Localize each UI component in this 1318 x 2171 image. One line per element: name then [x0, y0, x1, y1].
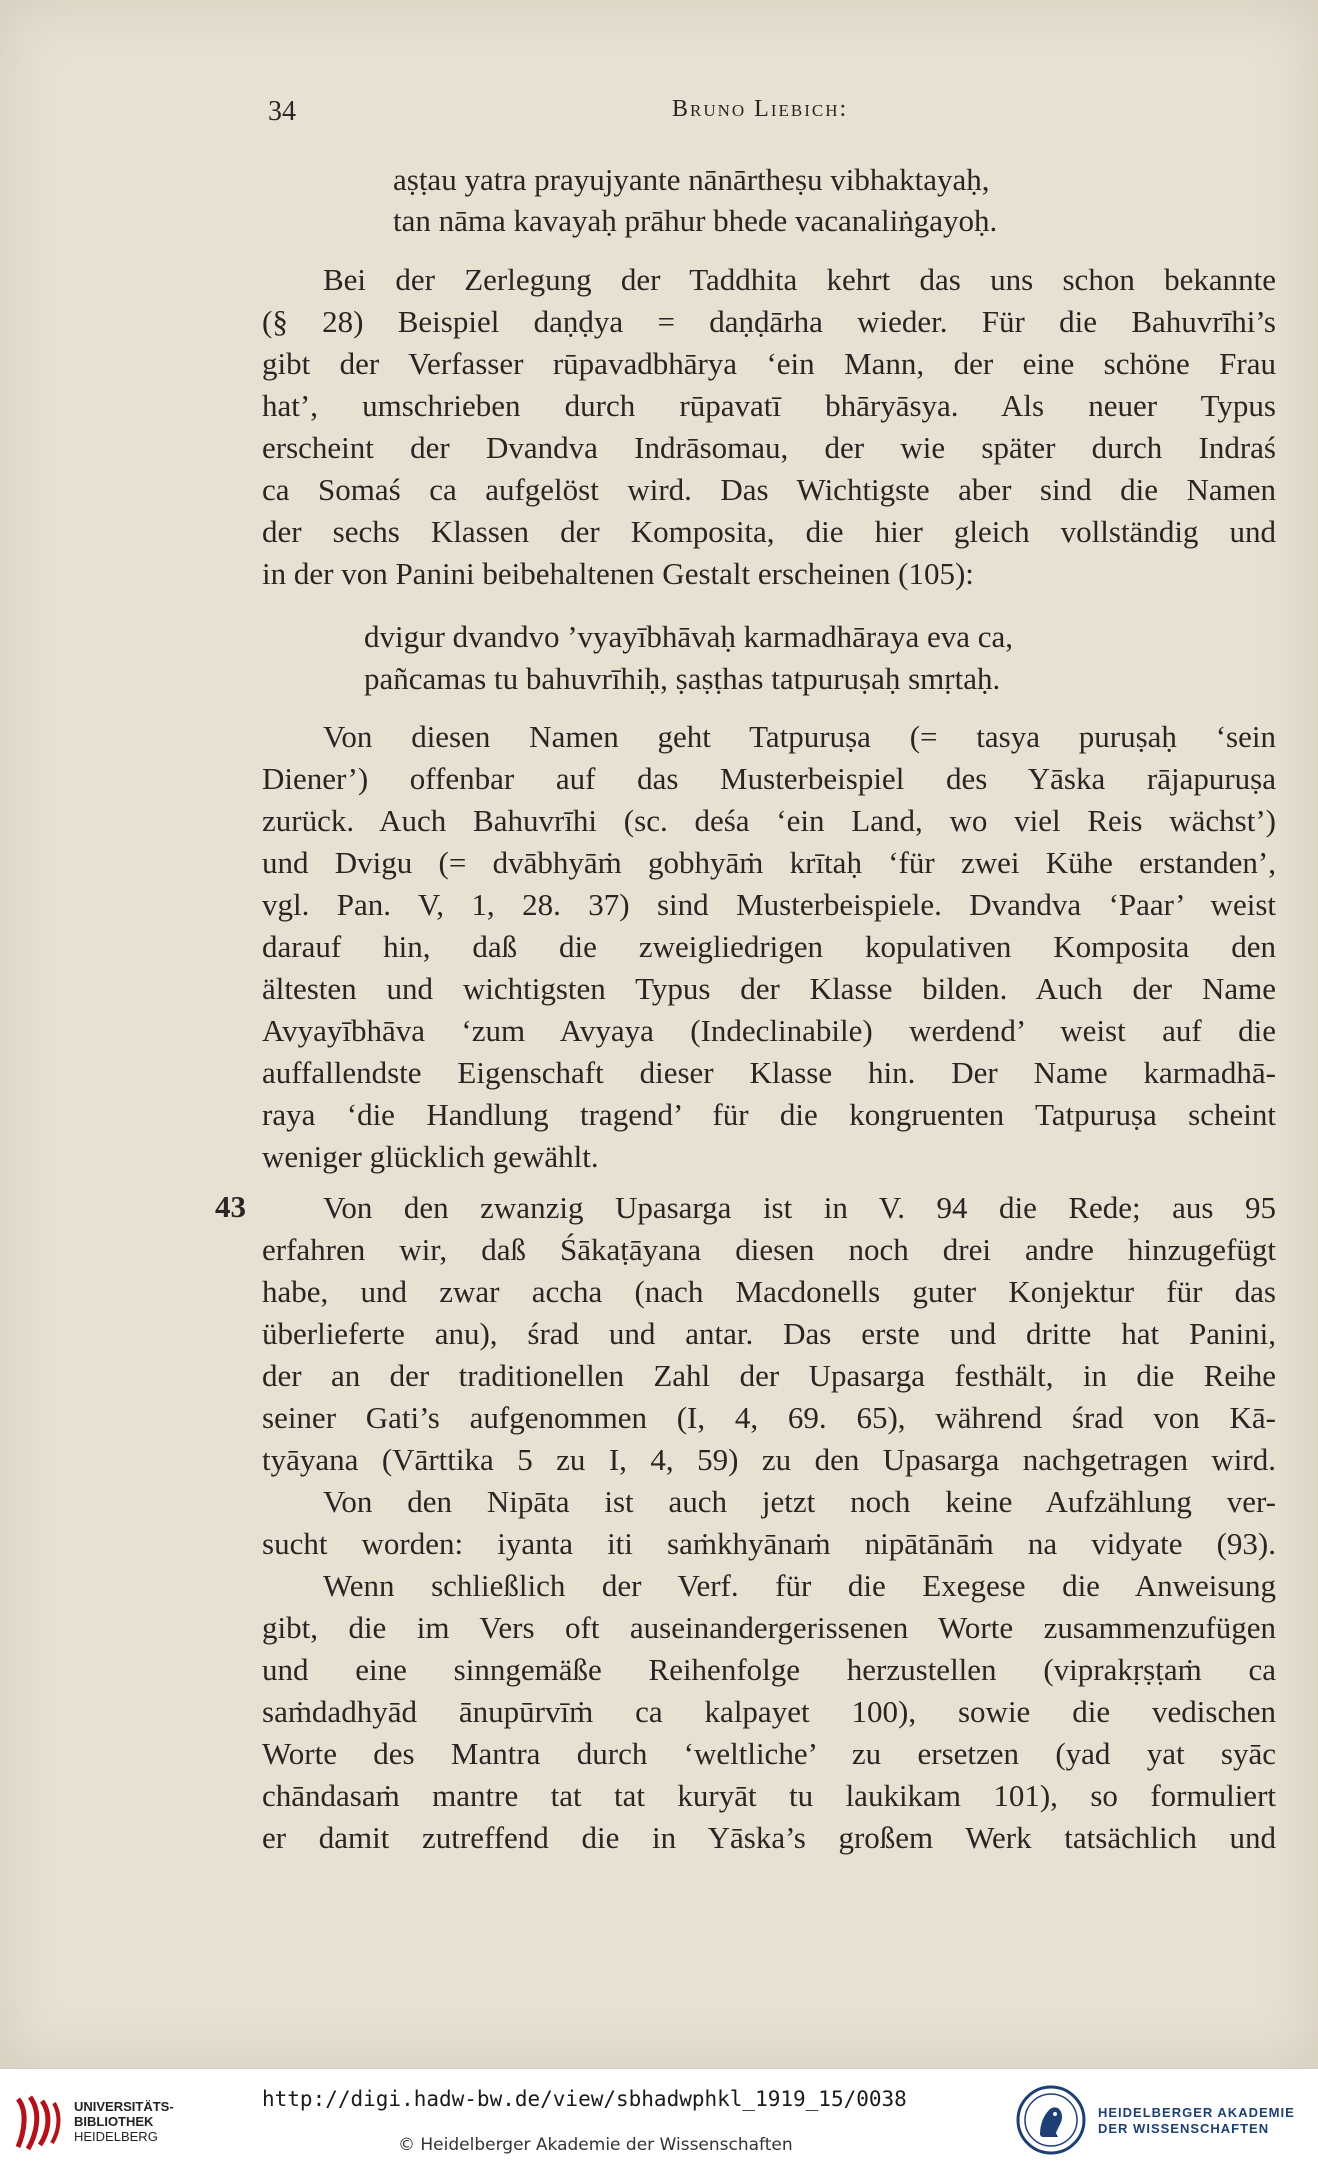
text-line: hat’, umschrieben durch rūpavatī bhāryāsya. Als neuer Typus	[262, 388, 1276, 423]
university-library-logo-icon	[14, 2093, 66, 2153]
library-name-line: UNIVERSITÄTS-	[74, 2099, 174, 2114]
text-line: (§ 28) Beispiel daṇḍya = daṇḍārha wieder. Für die Bahuvrīhi’s	[262, 304, 1276, 339]
text-line: Diener’) offenbar auf das Musterbeispiel des Yāska rājapuruṣa	[262, 761, 1276, 796]
text-line: gibt der Verfasser rūpavadbhārya ‘ein Mann, der eine schöne Frau	[262, 346, 1276, 381]
text-line: und eine sinngemäße Reihenfolge herzustellen (viprakṛṣṭaṁ ca	[262, 1652, 1276, 1687]
verse-line: pañcamas tu bahuvrīhiḥ, ṣaṣṭhas tatpuruṣaḥ smṛtaḥ.	[364, 661, 1001, 696]
viewer-footer	[0, 2068, 1318, 2171]
text-line: seiner Gati’s aufgenommen (I, 4, 69. 65), während śrad von Kā-	[262, 1400, 1276, 1435]
text-line: Von diesen Namen geht Tatpuruṣa (= tasya puruṣaḥ ‘sein	[323, 719, 1276, 754]
text-line: der sechs Klassen der Komposita, die hier gleich vollständig und	[262, 514, 1276, 549]
verse-line: aṣṭau yatra prayujyante nānārtheṣu vibhaktayaḥ,	[393, 162, 990, 197]
text-line: weniger glücklich gewählt.	[262, 1139, 599, 1174]
text-line: Worte des Mantra durch ‘weltliche’ zu ersetzen (yad yat syāc	[262, 1736, 1276, 1771]
text-line: habe, und zwar accha (nach Macdonells guter Konjektur für das	[262, 1274, 1276, 1309]
text-line: der an der traditionellen Zahl der Upasarga festhält, in die Reihe	[262, 1358, 1276, 1393]
text-line: in der von Panini beibehaltenen Gestalt erscheinen (105):	[262, 556, 974, 591]
academy-seal-icon	[1016, 2085, 1086, 2155]
text-line: erfahren wir, daß Śākaṭāyana diesen noch drei andre hinzugefügt	[262, 1232, 1276, 1267]
text-line: Von den zwanzig Upasarga ist in V. 94 die Rede; aus 95	[323, 1190, 1276, 1225]
text-line: zurück. Auch Bahuvrīhi (sc. deśa ‘ein Land, wo viel Reis wächst’)	[262, 803, 1276, 838]
text-line: vgl. Pan. V, 1, 28. 37) sind Musterbeispiele. Dvandva ‘Paar’ weist	[262, 887, 1276, 922]
text-line: ca Somaś ca aufgelöst wird. Das Wichtigste aber sind die Namen	[262, 472, 1276, 507]
text-line: er damit zutreffend die in Yāska’s großem Werk tatsächlich und	[262, 1820, 1276, 1855]
text-line: überlieferte anu), śrad und antar. Das erste und dritte hat Panini,	[262, 1316, 1276, 1351]
text-line: raya ‘die Handlung tragend’ für die kongruenten Tatpuruṣa scheint	[262, 1097, 1276, 1132]
text-line: erscheint der Dvandva Indrāsomau, der wie später durch Indraś	[262, 430, 1276, 465]
text-line: und Dvigu (= dvābhyāṁ gobhyāṁ krītaḥ ‘für zwei Kühe erstanden’,	[262, 845, 1276, 880]
text-line: auffallendste Eigenschaft dieser Klasse hin. Der Name karmadhā-	[262, 1055, 1276, 1090]
verse-line: tan nāma kavayaḥ prāhur bhede vacanaliṅgayoḥ.	[393, 203, 998, 238]
text-line: Von den Nipāta ist auch jetzt noch keine Aufzählung ver-	[323, 1484, 1276, 1519]
university-library-name	[74, 2099, 174, 2144]
academy-name-line: DER WISSENSCHAFTEN	[1098, 2121, 1270, 2136]
text-line: sucht worden: iyanta iti saṁkhyānaṁ nipātānāṁ na vidyate (93).	[262, 1526, 1276, 1561]
section-number: 43	[215, 1189, 246, 1224]
text-line: darauf hin, daß die zweigliedrigen kopulativen Komposita den	[262, 929, 1276, 964]
text-line: gibt, die im Vers oft auseinandergerissenen Worte zusammenzufügen	[262, 1610, 1276, 1645]
text-line: ältesten und wichtigsten Typus der Klasse bilden. Auch der Name	[262, 971, 1276, 1006]
academy-name-line: HEIDELBERGER AKADEMIE	[1098, 2105, 1295, 2120]
permalink-url[interactable]: http://digi.hadw-bw.de/view/sbhadwphkl_1919_15/0038	[262, 2087, 907, 2111]
academy-name	[1098, 2105, 1295, 2137]
text-line: tyāyana (Vārttika 5 zu I, 4, 59) zu den Upasarga nachgetragen wird.	[262, 1442, 1276, 1477]
text-line: Bei der Zerlegung der Taddhita kehrt das uns schon bekannte	[323, 262, 1276, 297]
text-line: Wenn schließlich der Verf. für die Exegese die Anweisung	[323, 1568, 1276, 1603]
running-head: Bruno Liebich:	[672, 96, 849, 122]
text-line: chāndasaṁ mantre tat tat kuryāt tu laukikam 101), so formuliert	[262, 1778, 1276, 1813]
library-name-line: BIBLIOTHEK	[74, 2114, 154, 2129]
verse-line: dvigur dvandvo ’vyayībhāvaḥ karmadhāraya eva ca,	[364, 619, 1014, 654]
page-number: 34	[268, 96, 296, 127]
text-line: Avyayībhāva ‘zum Avyaya (Indeclinabile) werdend’ weist auf die	[262, 1013, 1276, 1048]
library-name-line: HEIDELBERG	[74, 2129, 158, 2144]
text-line: saṁdadhyād ānupūrvīṁ ca kalpayet 100), sowie die vedischen	[262, 1694, 1276, 1729]
copyright-notice: © Heidelberger Akademie der Wissenschaften	[398, 2135, 793, 2155]
